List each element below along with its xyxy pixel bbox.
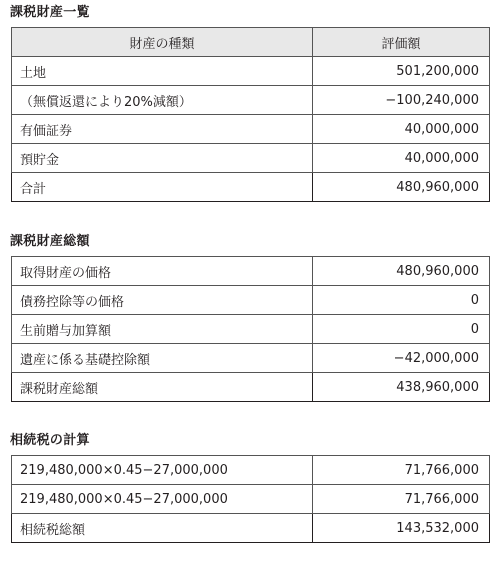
tax-calculation-table <box>11 455 490 543</box>
table-header-row <box>12 28 490 57</box>
total-row <box>12 373 490 402</box>
row-value: 40,000,000 <box>313 144 490 173</box>
row-label: 219,480,000×0.45−27,000,000 <box>12 456 313 485</box>
table-row <box>12 286 490 315</box>
row-label: 219,480,000×0.45−27,000,000 <box>12 485 313 514</box>
column-header-asset-type: 財産の種類 <box>12 28 313 57</box>
row-value: 480,960,000 <box>313 257 490 286</box>
table-row <box>12 456 490 485</box>
total-value: 480,960,000 <box>313 173 490 202</box>
row-value: 71,766,000 <box>313 485 490 514</box>
row-value: 0 <box>313 315 490 344</box>
total-label: 相続税総額 <box>12 514 313 543</box>
column-header-valuation: 評価額 <box>313 28 490 57</box>
row-label: （無償返還により20%減額） <box>12 86 313 115</box>
total-row <box>12 514 490 543</box>
total-value: 143,532,000 <box>313 514 490 543</box>
table-row <box>12 257 490 286</box>
row-value: −42,000,000 <box>313 344 490 373</box>
table-row <box>12 144 490 173</box>
table-row <box>12 315 490 344</box>
row-label: 取得財産の価格 <box>12 257 313 286</box>
row-value: 40,000,000 <box>313 115 490 144</box>
taxable-assets-table <box>11 27 490 202</box>
section-title: 課税財産総額 <box>10 234 90 249</box>
section-title: 相続税の計算 <box>10 433 90 448</box>
row-label: 遺産に係る基礎控除額 <box>12 344 313 373</box>
row-label: 預貯金 <box>12 144 313 173</box>
table-row <box>12 115 490 144</box>
row-value: 0 <box>313 286 490 315</box>
section-taxable-assets-list <box>11 5 489 202</box>
table-row <box>12 86 490 115</box>
total-label: 課税財産総額 <box>12 373 313 402</box>
row-label: 有価証券 <box>12 115 313 144</box>
taxable-total-table <box>11 256 490 402</box>
row-value: 71,766,000 <box>313 456 490 485</box>
row-label: 生前贈与加算額 <box>12 315 313 344</box>
table-row <box>12 344 490 373</box>
total-value: 438,960,000 <box>313 373 490 402</box>
section-title: 課税財産一覧 <box>10 5 90 20</box>
table-row <box>12 57 490 86</box>
section-inheritance-tax-calculation <box>11 433 489 543</box>
row-label: 債務控除等の価格 <box>12 286 313 315</box>
total-row <box>12 173 490 202</box>
row-value: −100,240,000 <box>313 86 490 115</box>
row-label: 土地 <box>12 57 313 86</box>
section-taxable-assets-total <box>11 234 489 402</box>
table-row <box>12 485 490 514</box>
row-value: 501,200,000 <box>313 57 490 86</box>
total-label: 合計 <box>12 173 313 202</box>
